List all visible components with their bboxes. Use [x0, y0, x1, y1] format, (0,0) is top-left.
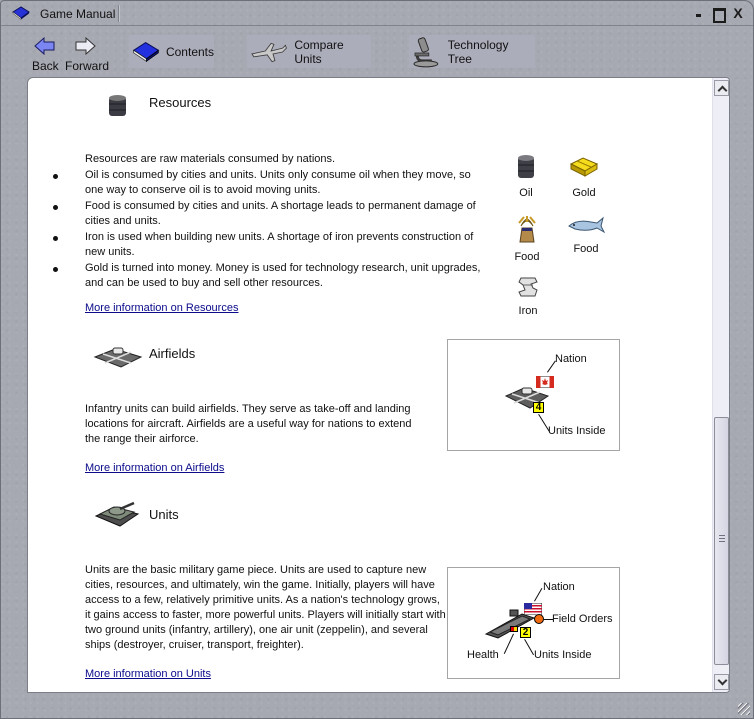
units-heading: Units [149, 507, 179, 522]
airfield-diagram [447, 339, 620, 451]
vertical-scrollbar[interactable] [712, 78, 729, 692]
fish-icon [567, 214, 605, 236]
resource-label: Gold [572, 187, 596, 199]
resources-heading: Resources [149, 95, 212, 110]
resize-grip-icon[interactable] [738, 703, 750, 715]
resources-bullet-list [68, 168, 488, 292]
resource-oil [506, 154, 546, 199]
bullet-oil: Oil is consumed by cities and units. Units only consume oil when they move, so one way to conserve oil is to avoid moving units. [68, 168, 488, 198]
resource-label: Iron [518, 305, 538, 317]
book-icon [132, 39, 161, 65]
microscope-icon [412, 36, 440, 68]
forward-arrow-icon [74, 37, 96, 55]
field-orders-indicator [534, 614, 544, 624]
units-inside-badge: 4 [533, 402, 544, 413]
bullet-food: Food is consumed by cities and units. A shortage leads to permanent damage of cities and units. [68, 199, 488, 229]
scroll-down-button[interactable] [714, 674, 729, 690]
units-body: Units are the basic military game piece. Units are used to capture new cities, resources, and ultimately, win the game. Initially, players will have access to a few, relatively primitive units. As a nation's technology grows, it gains access to faster, more powerful units. Players will initially start with two ground units (infantry, artillery), one air unit (zeppelin), and several ships (destroyer, cruiser, transport, freighter). [85, 564, 446, 651]
resource-label: Food [514, 251, 540, 263]
leader-line [547, 361, 556, 373]
leader-line [524, 639, 534, 655]
resource-gold [564, 154, 604, 199]
gold-bars-icon [569, 154, 599, 180]
nation-label: Nation [543, 581, 575, 593]
grip-icon [719, 535, 725, 542]
technology-tree-button[interactable] [409, 35, 535, 68]
scroll-up-button[interactable] [714, 80, 729, 96]
airplane-icon [250, 39, 288, 65]
title-bar[interactable] [1, 1, 753, 26]
close-button[interactable]: X [733, 5, 743, 21]
manual-content-pane[interactable] [27, 77, 730, 693]
window-title: Game Manual [40, 7, 116, 21]
airfields-heading: Airfields [149, 346, 196, 361]
forward-button[interactable] [65, 37, 110, 73]
airfields-more-info-link[interactable]: More information on Airfields [85, 462, 225, 474]
resource-food-fish [562, 214, 610, 255]
nation-label: Nation [555, 353, 587, 365]
resource-food-wheat [507, 214, 547, 263]
title-separator [118, 5, 119, 22]
leader-line [534, 588, 542, 601]
bullet-gold: Gold is turned into money. Money is used for technology research, unit upgrades, and can be used to buy and sell other resources. [68, 261, 488, 291]
contents-button[interactable] [129, 35, 214, 68]
units-inside-label: Units Inside [534, 649, 592, 661]
resource-label: Oil [519, 187, 533, 199]
health-bar [510, 626, 518, 632]
iron-ingot-icon [517, 276, 539, 298]
resources-more-info-link[interactable]: More information on Resources [85, 302, 239, 314]
oil-barrel-icon [108, 94, 128, 118]
scroll-thumb[interactable] [714, 417, 729, 665]
tank-icon [94, 498, 140, 528]
minimize-button[interactable] [693, 6, 707, 20]
compare-units-label: Compare Units [294, 37, 344, 66]
resource-iron [508, 276, 548, 317]
units-more-info-link[interactable]: More information on Units [85, 668, 211, 680]
resource-label: Food [573, 243, 599, 255]
units-inside-label: Units Inside [548, 425, 606, 437]
back-label: Back [32, 59, 59, 73]
back-arrow-icon [34, 37, 56, 55]
wheat-icon [516, 214, 538, 244]
unit-diagram [447, 567, 620, 679]
oil-barrel-icon [516, 154, 536, 180]
technology-tree-label: Technology Tree [447, 37, 509, 66]
airfields-body: Infantry units can build airfields. They serve as take-off and landing locations for aircraft. Airfields are a useful way for nations to extend the range their airforce. [85, 403, 412, 445]
forward-label: Forward [65, 59, 110, 73]
book-icon [12, 6, 30, 20]
maximize-button[interactable] [711, 6, 725, 20]
bullet-iron: Iron is used when building new units. A shortage of iron prevents construction of new units. [68, 230, 488, 260]
back-button[interactable] [32, 37, 58, 73]
units-inside-badge: 2 [520, 627, 531, 638]
contents-label: Contents [165, 44, 214, 59]
airfield-icon [93, 343, 143, 371]
health-label: Health [467, 649, 499, 661]
compare-units-button[interactable] [247, 35, 371, 68]
field-orders-label: Field Orders [552, 613, 613, 625]
resources-intro: Resources are raw materials consumed by nations. [85, 153, 336, 165]
